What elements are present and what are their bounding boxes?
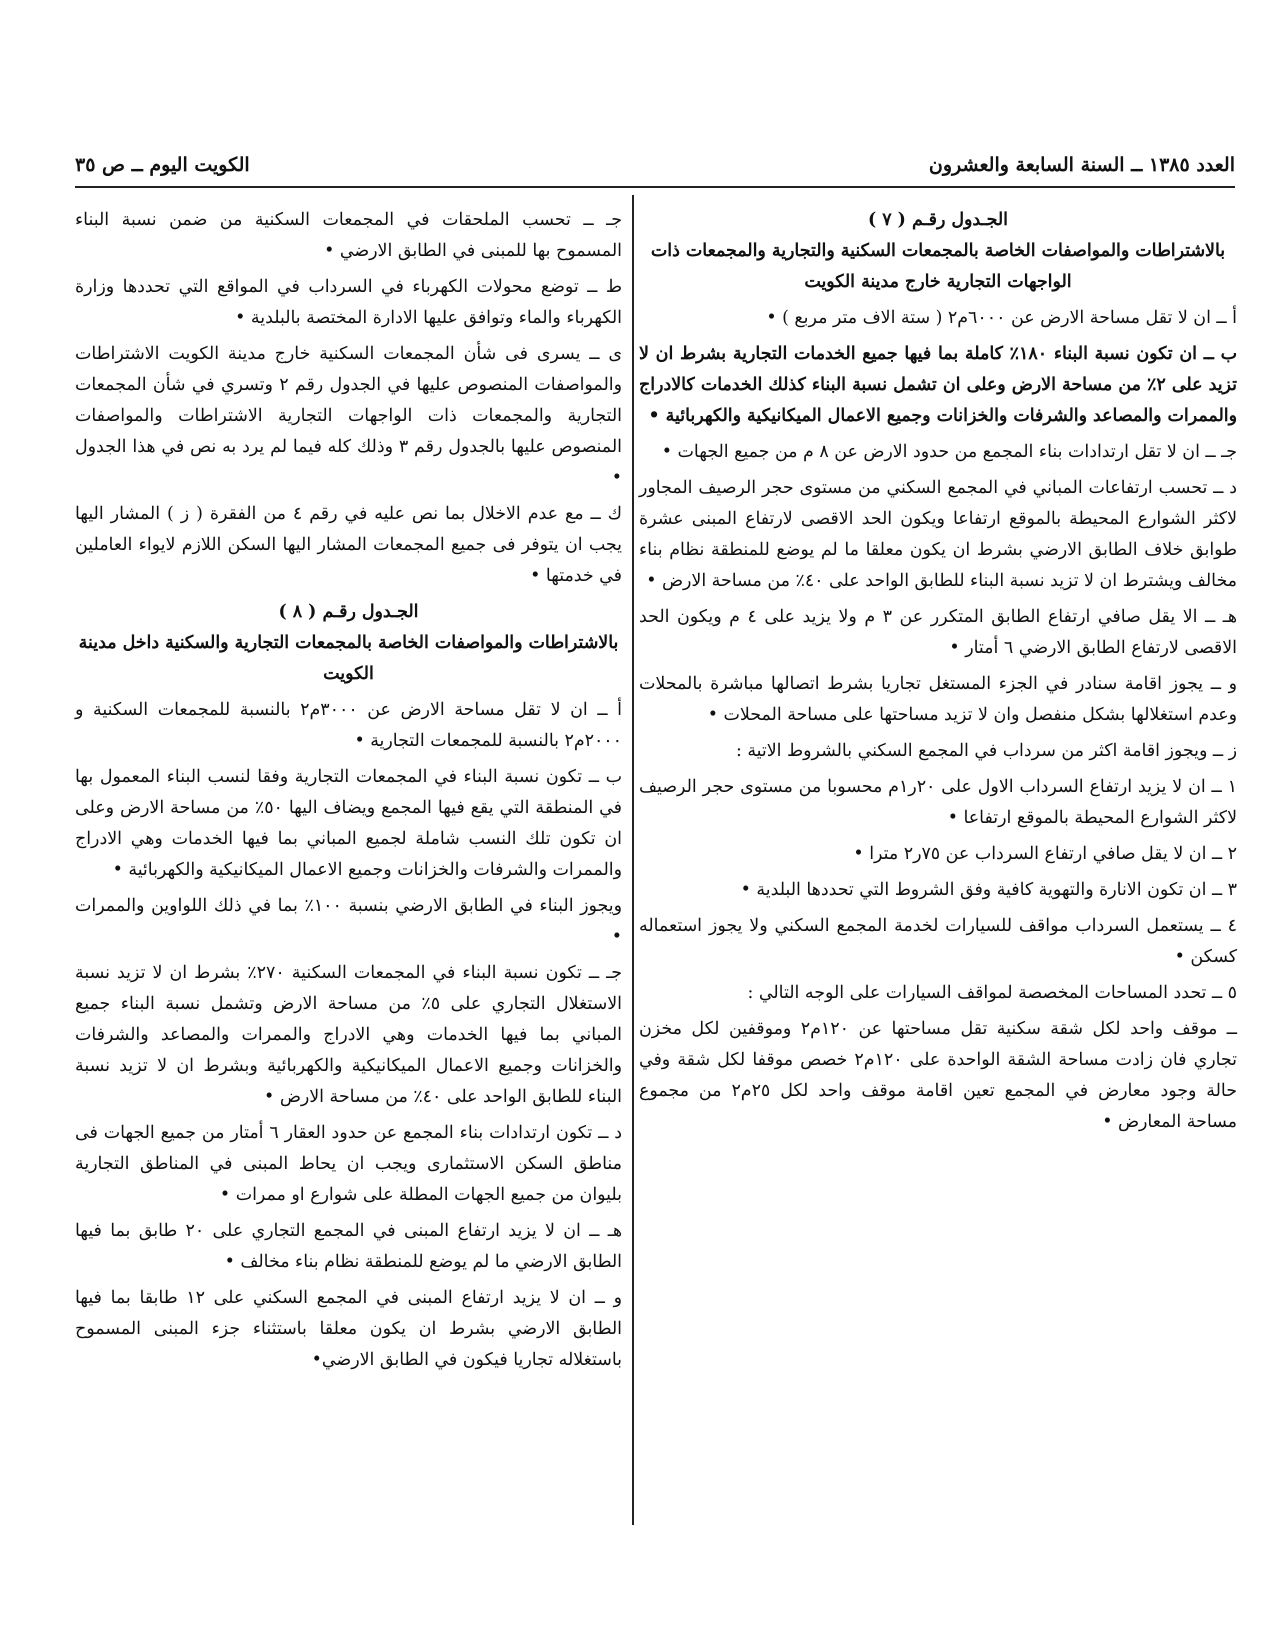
clause: ٣ ــ ان تكون الانارة والتهوية كافية وفق الشروط التي تحددها البلدية • [740, 880, 1237, 900]
clause: ــ موقف واحد لكل شقة سكنية تقل مساحتها عن ١٢٠م٢ وموقفين لكل مخزن تجاري فان زادت مساحة الشقة الواحدة على ١٢٠م٢ خصص موقفا لكل شقة وفي حالة وجود معارض في المجمع تعين اقامة موقف واحد لكل ٢٥م٢ من مجموع مساحة المعارض • [639, 1019, 1237, 1132]
clause: جـ ــ ان لا تقل ارتدادات بناء المجمع من حدود الارض عن ٨ م من جميع الجهات • [661, 442, 1237, 462]
column-divider [632, 195, 634, 1525]
clause: ١ ــ ان لا يزيد ارتفاع السرداب الاول على ٢٠ر١م محسوبا من مستوى حجر الرصيف لاكثر الشوارع المحيطة بالموقع ارتفاعا • [639, 777, 1237, 828]
issue-number: العدد ١٣٨٥ ــ السنة السابعة والعشرون [928, 154, 1235, 176]
clause: ز ــ ويجوز اقامة اكثر من سرداب في المجمع السكني بالشروط الاتية : [735, 741, 1237, 761]
right-column [639, 205, 1237, 1143]
clause: أ ــ ان لا تقل مساحة الارض عن ٦٠٠٠م٢ ( ستة الاف متر مربع ) • [766, 308, 1237, 328]
clause: و ــ ان لا يزيد ارتفاع المبنى في المجمع السكني على ١٢ طابقا بما فيها الطابق الارضي بشرط ان يكون معلقا باستثناء جزء المبنى المسموح باستغلاله تجاريا فيكون في الطابق الارضي• [75, 1288, 623, 1370]
clause: د ــ تكون ارتدادات بناء المجمع عن حدود العقار ٦ أمتار من جميع الجهات فى مناطق السكن الاستثمارى ويجب ان يحاط المبنى في المناطق التجارية بليوان من جميع الجهات المطلة على شوارع او ممرات • [75, 1123, 622, 1205]
clause: هـ ــ الا يقل صافي ارتفاع الطابق المتكرر عن ٣ م ولا يزيد على ٤ م ويكون الحد الاقصى لارتفاع الطابق الارضي ٦ أمتار • [639, 607, 1237, 658]
clause: ب ــ ان تكون نسبة البناء ١٨٠٪ كاملة بما فيها جميع الخدمات التجارية بشرط ان لا تزيد على ٢٪ من مساحة الارض وعلى ان تشمل نسبة البناء كذلك الخدمات كالادراج والممرات والمصاعد والشرفات والخزانات وجميع الاعمال الميكانيكية والكهربائية • [639, 344, 1238, 426]
page-header [75, 148, 1235, 182]
clause: ى ــ يسرى فى شأن المجمعات السكنية خارج مدينة الكويت الاشتراطات والمواصفات المنصوص عليها في الجدول رقم ٢ وتسري في شأن المجمعات التجارية والمجمعات ذات الواجهات التجارية الاشتراطات والمواصفات المنصوص عليها بالجدول رقم ٣ وذلك كله فيما لم يرد به نص في هذا الجدول • [75, 344, 622, 488]
clause: أ ــ ان لا تقل مساحة الارض عن ٣٠٠٠م٢ بالنسبة للمجمعات السكنية و ٢٠٠٠م٢ بالنسبة للمجمعات التجارية • [75, 700, 622, 751]
table-7-subtitle: بالاشتراطات والمواصفات الخاصة بالمجمعات السكنية والتجارية والمجمعات ذات الواجهات التجارية خارج مدينة الكويت [650, 241, 1226, 292]
clause: ب ــ تكون نسبة البناء في المجمعات التجارية وفقا لنسب البناء المعمول بها في المنطقة التي يقع فيها المجمع ويضاف اليها ٥٠٪ من مساحة الارض وعلى ان تكون تلك النسب شاملة لجميع المباني بما فيها الخدمات وهي الادراج والممرات والشرفات والخزانات وجميع الاعمال الميكانيكية والكهربائية • [75, 767, 622, 880]
left-column [75, 205, 622, 1381]
clause: ٤ ــ يستعمل السرداب مواقف للسيارات لخدمة المجمع السكني ولا يجوز استعماله كسكن • [639, 916, 1237, 967]
clause: هـ ــ ان لا يزيد ارتفاع المبنى في المجمع التجاري على ٢٠ طابق بما فيها الطابق الارضي ما لم يوضع للمنطقة نظام بناء مخالف • [75, 1221, 623, 1272]
header-divider [75, 186, 1235, 188]
journal-page-number: الكويت اليوم ــ ص ٣٥ [75, 154, 250, 176]
clause: ٥ ــ تحدد المساحات المخصصة لمواقف السيارات على الوجه التالي : [747, 983, 1237, 1003]
table-8-subtitle: بالاشتراطات والمواصفات الخاصة بالمجمعات التجارية والسكنية داخل مدينة الكويت [78, 633, 619, 684]
clause: ويجوز البناء في الطابق الارضي بنسبة ١٠٠٪ بما في ذلك اللواوين والممرات • [75, 896, 623, 947]
clause: ٢ ــ ان لا يقل صافي ارتفاع السرداب عن ٧٥ر٢ مترا • [853, 844, 1237, 864]
clause: د ــ تحسب ارتفاعات المباني في المجمع السكني من مستوى حجر الرصيف المجاور لاكثر الشوارع المحيطة بالموقع ارتفاعا ويكون الحد الاقصى لارتفاع المبنى عشرة طوابق خلاف الطابق الارضي بشرط ان يكون معلقا ما لم يوضع للمنطقة نظام بناء مخالف ويشترط ان لا تزيد نسبة البناء للطابق الواحد على ٤٠٪ من مساحة الارض • [639, 478, 1237, 591]
table-7-title: الجـدول رقـم ( ٧ ) [867, 210, 1009, 230]
clause: ك ــ مع عدم الاخلال بما نص عليه في رقم ٤ من الفقرة ( ز ) المشار اليها يجب ان يتوفر فى جميع المجمعات المشار اليها السكن اللازم لايواء العاملين في خدمتها • [75, 504, 622, 586]
clause: جـ ــ تكون نسبة البناء في المجمعات السكنية ٢٧٠٪ بشرط ان لا تزيد نسبة الاستغلال التجاري على ٥٪ من مساحة الارض وتشمل نسبة البناء جميع المباني بما فيها الخدمات وهي الادراج والممرات والمصاعد والشرفات والخزانات وجميع الاعمال الميكانيكية والكهربائية وبشرط ان لا تزيد نسبة البناء للطابق الواحد على ٤٠٪ من مساحة الارض • [75, 963, 622, 1107]
clause: ط ــ توضع محولات الكهرباء في السرداب في المواقع التي تحددها وزارة الكهرباء والماء وتوافق عليها الادارة المختصة بالبلدية • [75, 277, 622, 328]
clause: و ــ يجوز اقامة سنادر في الجزء المستغل تجاريا بشرط اتصالها مباشرة بالمحلات وعدم استغلالها بشكل منفصل وان لا تزيد مساحتها على مساحة المحلات • [639, 674, 1237, 725]
clause: جـ ــ تحسب الملحقات في المجمعات السكنية من ضمن نسبة البناء المسموح بها للمبنى في الطابق الارضي • [75, 210, 622, 261]
table-8-title: الجـدول رقـم ( ٨ ) [278, 602, 419, 622]
